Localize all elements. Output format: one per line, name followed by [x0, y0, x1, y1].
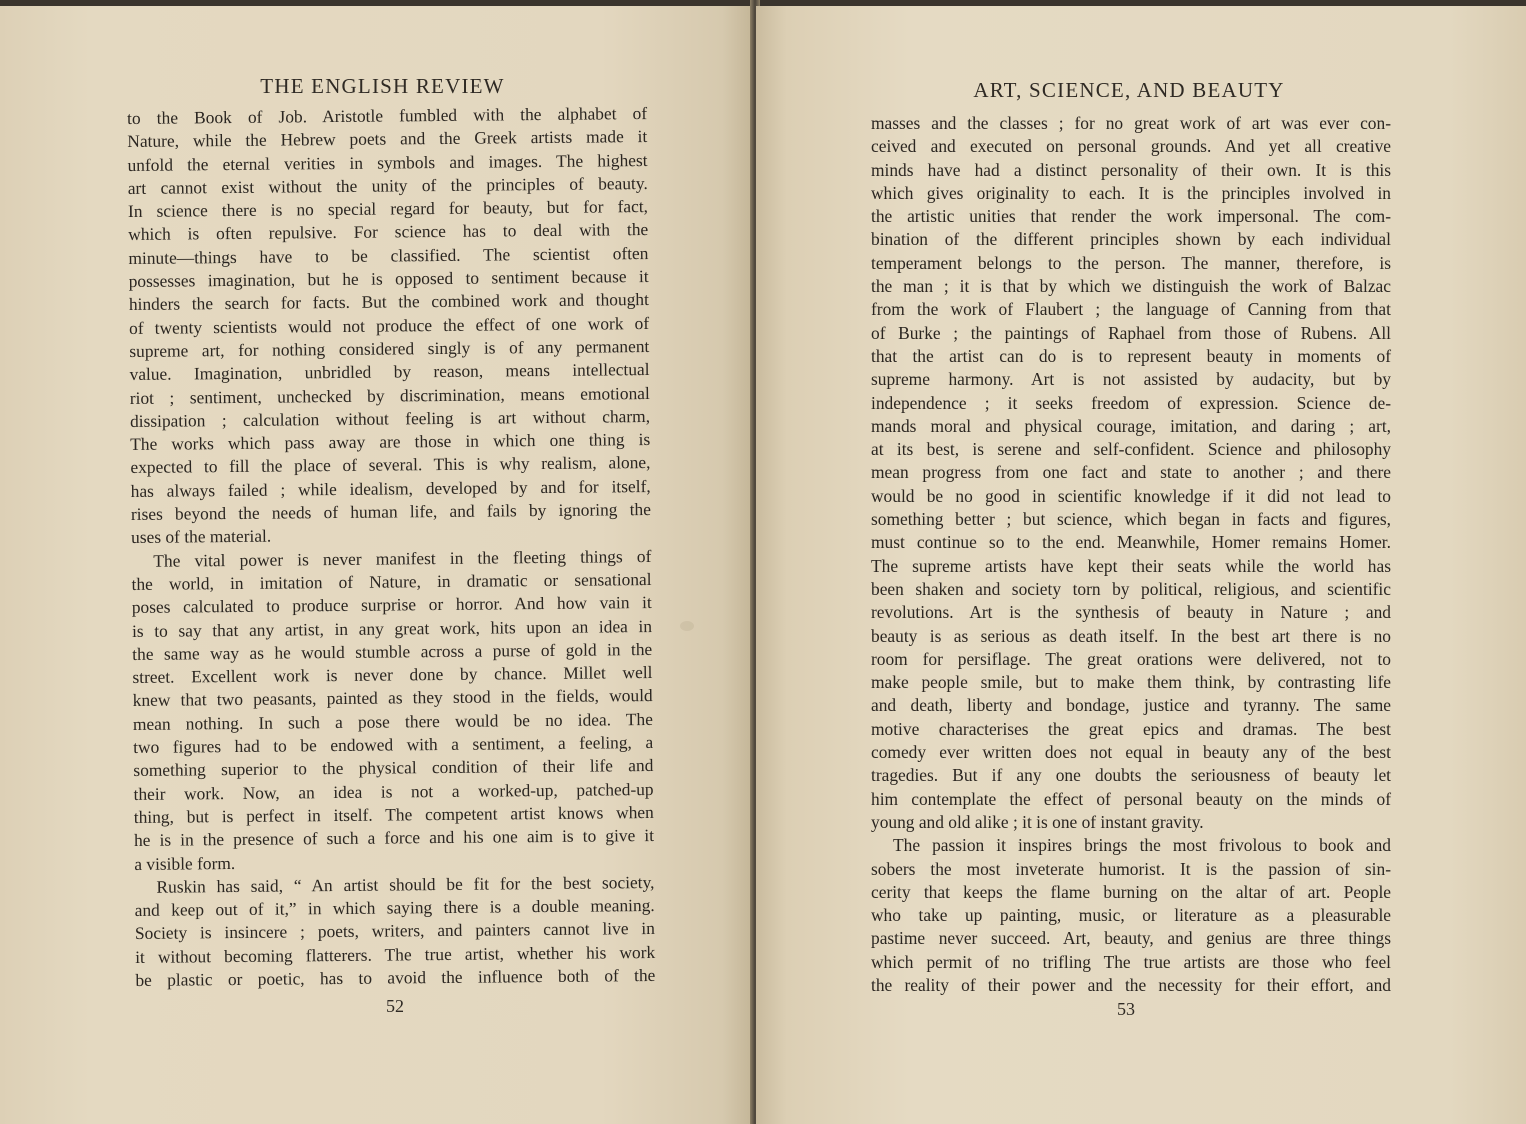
text-line: something superior to the physical condition of their life and [133, 755, 654, 781]
text-line: temperament belongs to the person. The manner, therefore, is [871, 252, 1391, 273]
left-running-head: THE ENGLISH REVIEW [260, 74, 505, 98]
text-line: unfold the eternal verities in symbols and images. The highest [127, 149, 648, 175]
text-line: The works which pass away are those in which one thing is [130, 429, 651, 455]
text-line: knew that two peasants, painted as they stood in the fields, would [132, 685, 653, 711]
right-page-body [871, 112, 1391, 997]
text-line: masses and the classes ; for no great work of art was ever con- [871, 113, 1391, 133]
left-page [0, 6, 752, 1124]
text-line: minds have had a distinct personality of their own. It is this [871, 159, 1391, 180]
text-line: mean progress from one fact and state to another ; and there [871, 462, 1391, 483]
text-line: value. Imagination, unbridled by reason, means intellectual [129, 359, 650, 385]
text-line: be plastic or poetic, has to avoid the influence both of the [135, 964, 656, 990]
text-line: him contemplate the effect of personal beauty on the minds of [871, 788, 1391, 809]
text-line: is to say that any artist, in any great work, hits upon an idea in [131, 615, 653, 641]
text-line: cerity that keeps the flame burning on the altar of art. People [871, 881, 1391, 902]
text-line: supreme harmony. Art is not assisted by audacity, but by [871, 369, 1391, 390]
text-line: sobers the most inveterate humorist. It is the passion of sin- [871, 858, 1391, 879]
text-line: In science there is no special regard for beauty, but for fact, [127, 196, 649, 222]
text-line: it without becoming flatterers. The true artist, whether his work [135, 941, 656, 967]
text-line: two figures had to be endowed with a sentiment, a feeling, a [133, 731, 654, 757]
text-line: make people smile, but to make them think, by contrasting life [871, 672, 1391, 693]
text-line: pastime never succeed. Art, beauty, and genius are three things [871, 928, 1391, 949]
text-line: The vital power is never manifest in the fleeting things of [153, 545, 652, 571]
text-line: the artistic unities that render the work impersonal. The com- [871, 206, 1391, 227]
right-running-head: ART, SCIENCE, AND BEAUTY [973, 78, 1285, 102]
text-line: that the artist can do is to represent beauty in moments of [871, 345, 1391, 366]
text-line: ceived and executed on personal grounds. And yet all creative [871, 136, 1391, 157]
text-line: The supreme artists have kept their seats while the world has [871, 555, 1391, 576]
text-line: possesses imagination, but he is opposed to sentiment because it [128, 266, 649, 292]
text-line: supreme art, for nothing considered singly is of any permanent [129, 335, 650, 361]
left-page-body [127, 102, 655, 992]
text-line: the man ; it is that by which we distinguish the work of Balzac [871, 276, 1391, 297]
text-line: Nature, while the Hebrew poets and the Greek artists made it [127, 126, 648, 152]
text-line: who take up painting, music, or literature as a pleasurable [871, 905, 1391, 926]
text-line: from the work of Flaubert ; the language of Canning from that [871, 299, 1391, 320]
text-line: mands moral and physical courage, imitation, and daring ; art, [871, 415, 1391, 436]
text-line: mean nothing. In such a pose there would be no idea. The [132, 708, 653, 734]
text-line: been shaken and society torn by political, religious, and scientific [871, 578, 1391, 599]
text-line: beauty is as serious as death itself. In the best art there is no [871, 625, 1391, 646]
text-line: The passion it inspires brings the most frivolous to book and [893, 835, 1391, 856]
text-line: hinders the search for facts. But the combined work and thought [128, 289, 649, 315]
text-line: has always failed ; while idealism, developed by and for itself, [130, 475, 651, 501]
text-line: street. Excellent work is never done by chance. Millet well [132, 662, 653, 688]
text-line: their work. Now, an idea is not a worked-up, patched-up [133, 778, 654, 804]
text-line: would be no good in scientific knowledge if it did not lead to [871, 485, 1391, 506]
text-line: which is often repulsive. For science has to deal with the [128, 219, 649, 245]
text-line: Society is insincere ; poets, writers, and painters cannot live in [134, 918, 656, 944]
text-line: uses of the material. [131, 525, 272, 548]
text-line: the same way as he would stumble across a purse of gold in the [132, 638, 653, 664]
text-line: must continue so to the end. Meanwhile, Homer remains Homer. [871, 532, 1391, 553]
text-line: bination of the different principles shown by each individual [871, 229, 1391, 250]
text-line: and keep out of it,” in which saying there is a double meaning. [134, 895, 655, 921]
right-page [756, 6, 1526, 1124]
text-line: dissipation ; calculation without feeling is art without charm, [129, 405, 651, 431]
text-line: tragedies. But if any one doubts the seriousness of beauty let [871, 765, 1391, 786]
text-line: comedy ever written does not equal in beauty any of the best [871, 742, 1391, 763]
text-line: at its best, is serene and self-confident. Science and philosophy [871, 439, 1391, 460]
text-line: riot ; sentiment, unchecked by discrimination, means emotional [129, 382, 650, 408]
text-line: and death, liberty and bondage, justice and tyranny. The same [871, 695, 1391, 716]
text-line: the world, in imitation of Nature, in dramatic or sensational [131, 568, 652, 594]
text-line: a visible form. [134, 852, 236, 874]
right-page-number: 53 [1117, 999, 1135, 1019]
text-line: which permit of no trifling The true artists are those who feel [871, 951, 1391, 972]
text-line: revolutions. Art is the synthesis of beauty in Nature ; and [871, 602, 1391, 623]
text-line: which gives originality to each. It is the principles involved in [871, 182, 1391, 203]
text-line: thing, but is perfect in itself. The competent artist knows when [133, 801, 654, 827]
text-line: of Burke ; the paintings of Raphael from those of Rubens. All [871, 322, 1391, 343]
text-line: room for persiflage. The great orations were delivered, not to [871, 648, 1391, 669]
text-line: independence ; it seeks freedom of expression. Science de- [871, 392, 1391, 413]
text-line: Ruskin has said, “ An artist should be fit for the best society, [156, 871, 655, 897]
text-line: to the Book of Job. Aristotle fumbled with the alphabet of [127, 103, 648, 128]
left-page-number: 52 [386, 996, 404, 1016]
text-line: the reality of their power and the necessity for their effort, and [871, 974, 1391, 995]
text-line: minute—things have to be classified. The scientist often [128, 242, 649, 268]
paper-spot [680, 621, 694, 631]
text-line: poses calculated to produce surprise or horror. And how vain it [131, 592, 652, 618]
text-line: expected to fill the place of several. This is why realism, alone, [130, 452, 651, 478]
text-line: something better ; but science, which began in facts and figures, [871, 509, 1391, 530]
text-line: young and old alike ; it is one of instant gravity. [871, 811, 1204, 832]
text-line: art cannot exist without the unity of the principles of beauty. [127, 172, 648, 198]
text-line: he is in the presence of such a force and his one aim is to give it [133, 825, 655, 851]
text-line: motive characterises the great epics and dramas. The best [871, 718, 1391, 739]
text-line: of twenty scientists would not produce the effect of one work of [129, 312, 650, 338]
text-line: rises beyond the needs of human life, and fails by ignoring the [130, 499, 651, 525]
